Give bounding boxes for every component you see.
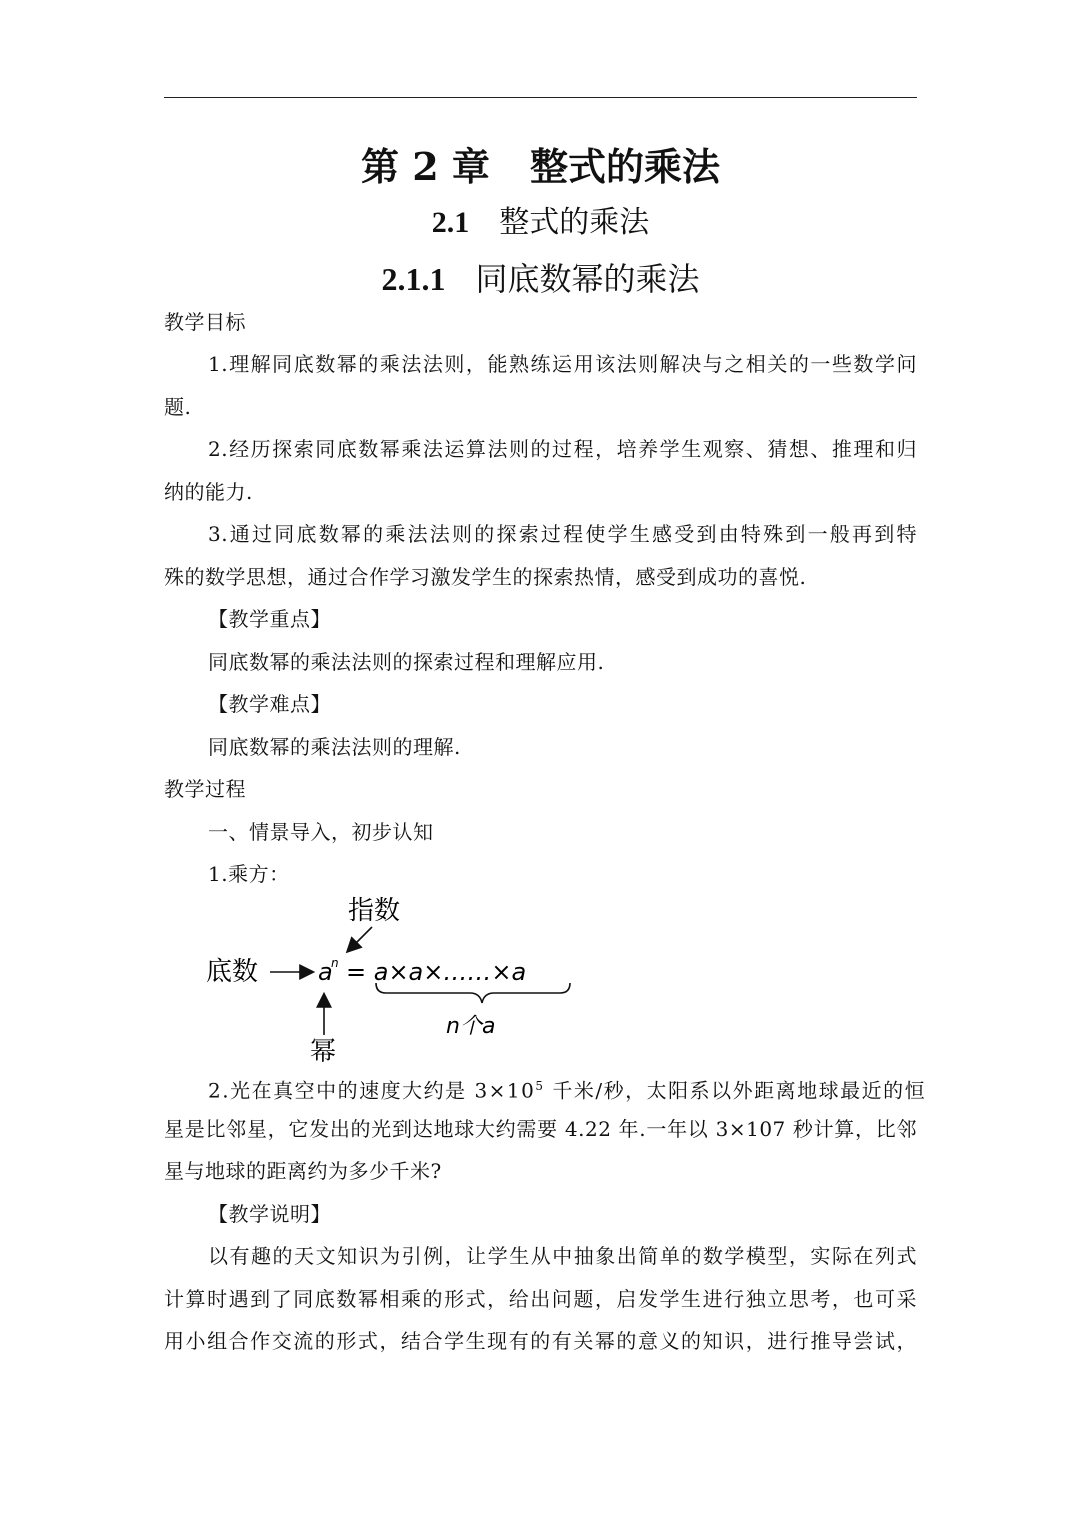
power-diagram [200,885,600,1075]
base-variable: a [318,958,333,986]
underbrace [376,983,570,1003]
subsection-number: 2.1.1 [381,261,446,297]
brace-label: n个a [446,1014,496,1039]
header-rule [164,97,917,98]
exponent-variable: n [331,956,339,970]
chapter-name: 整式的乘法 [529,144,720,189]
heading-difficulties: 【教学难点】 [208,692,331,716]
paragraph-line: 2.经历探索同底数幂乘法运算法则的过程，培养学生观察、猜想、推理和归 [208,437,917,461]
paragraph-line: 以有趣的天文知识为引例，让学生从中抽象出简单的数学模型，实际在列式 [208,1244,917,1268]
paragraph-line: 用小组合作交流的形式，结合学生现有的有关幂的意义的知识，进行推导尝试， [164,1329,917,1353]
heading-process: 教学过程 [164,777,246,801]
paragraph-line: 纳的能力. [164,480,253,504]
chapter-number: 第 2 章 [361,144,490,189]
label-base: 底数 [206,957,259,987]
paragraph-line: 殊的数学思想，通过合作学习激发学生的探索热情，感受到成功的喜悦. [164,565,807,589]
paragraph-line: 2.光在真空中的速度大约是 $3\times 10^5$ 千米/秒，太阳系以外距离地球最近的恒 [208,1078,927,1103]
superscript: 5 [535,1079,545,1093]
subsection-name: 同底数幂的乘法 [475,260,700,298]
heading-objectives: 教学目标 [164,310,246,334]
subsection-title [164,254,917,300]
paragraph-line: 题. [164,395,192,419]
expansion: = a×a×……×a [346,958,527,986]
heading-teaching-notes: 【教学说明】 [208,1202,331,1226]
label-power: 幂 [310,1037,337,1067]
paragraph-line: 1.理解同底数幂的乘法法则，能熟练运用该法则解决与之相关的一些数学问 [208,352,917,376]
section-number: 2.1 [431,206,470,239]
paragraph-line: 1.乘方： [208,862,290,886]
paragraph-line: 3.通过同底数幂的乘法法则的探索过程使学生感受到由特殊到一般再到特 [208,522,917,546]
paragraph-line: 计算时遇到了同底数幂相乘的形式，给出问题，启发学生进行独立思考，也可采 [164,1287,917,1311]
paragraph-line: 同底数幂的乘法法则的探索过程和理解应用. [208,650,605,674]
chapter-title [164,136,917,191]
paragraph-line: 一、情景导入，初步认知 [208,820,434,844]
label-exponent: 指数 [348,896,401,926]
section-title [164,197,917,241]
paragraph-line: 星是比邻星，它发出的光到达地球大约需要 4.22 年.一年以 3×107 秒计算，比邻 [164,1117,917,1141]
arrow-exponent [348,927,372,951]
heading-key-points: 【教学重点】 [208,607,331,631]
section-name: 整式的乘法 [499,205,650,240]
paragraph-line: 星与地球的距离约为多少千米? [164,1159,442,1183]
paragraph-line: 同底数幂的乘法法则的理解. [208,735,461,759]
